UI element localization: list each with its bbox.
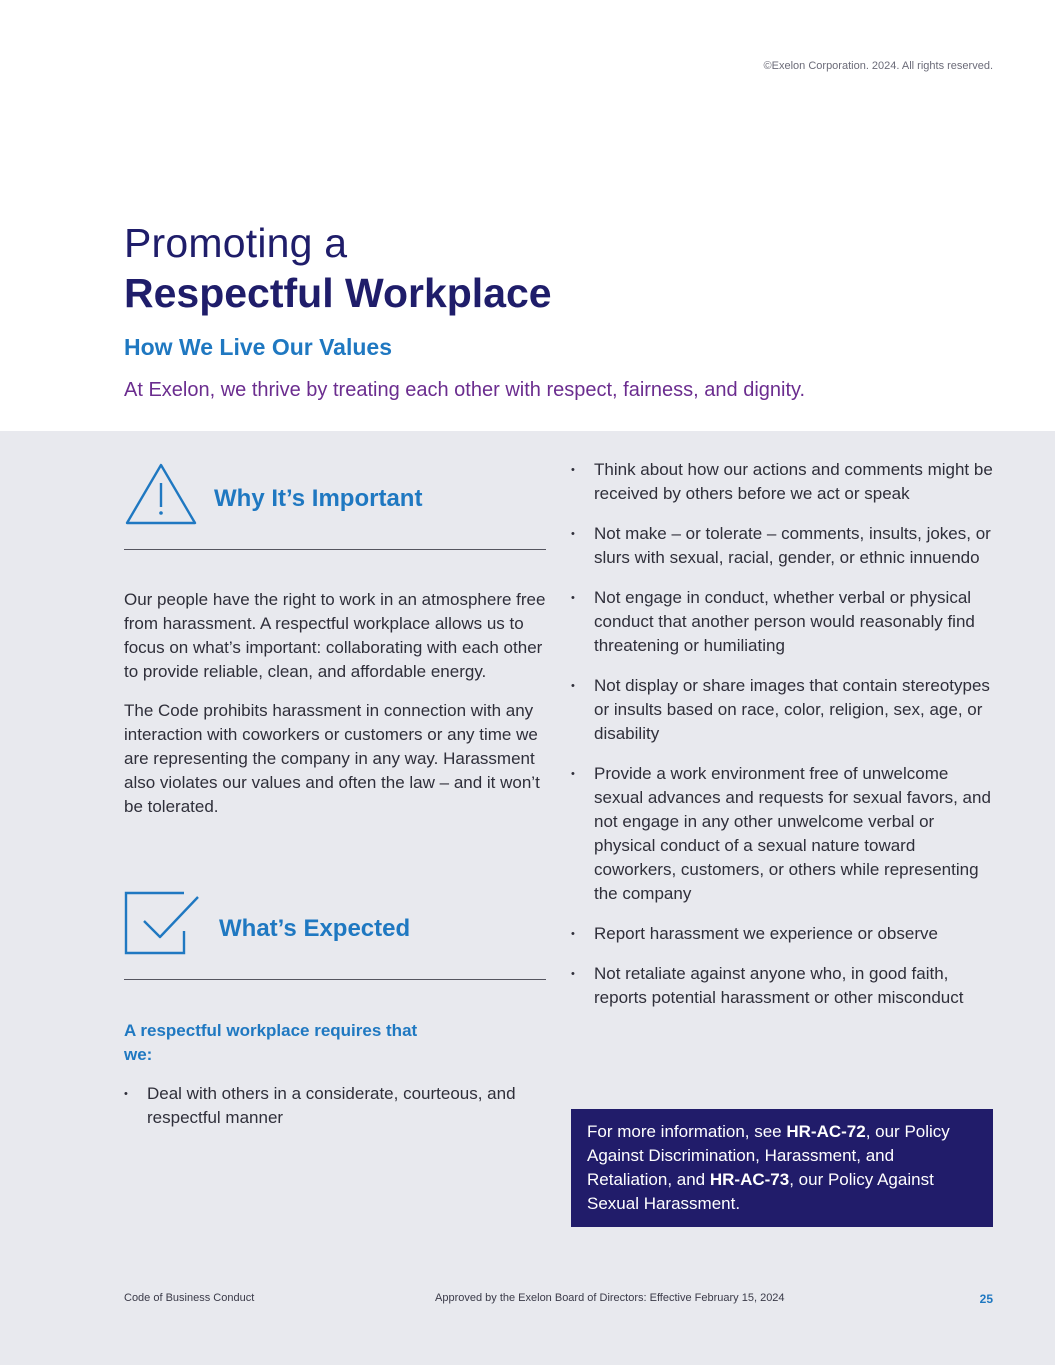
why-paragraph-2: The Code prohibits harassment in connection with any interaction with coworkers or customers or any time we are representing the company in any way. Harassment also violates our values and often the law – and it won’t be tolerated.	[124, 701, 540, 816]
page-tagline: At Exelon, we thrive by treating each other with respect, fairness, and dignity.	[124, 379, 806, 401]
list-item: • Not make – or tolerate – comments, insults, jokes, or slurs with sexual, racial, gender, or ethnic innuendo	[571, 522, 993, 570]
page-subtitle: How We Live Our Values	[124, 334, 392, 360]
why-paragraph-1: Our people have the right to work in an atmosphere free from harassment. A respectful workplace allows us to focus on what’s important: collaborating with each other to provide reliable, clean, and affordable energy.	[124, 590, 546, 681]
copyright-notice: ©Exelon Corporation. 2024. All rights reserved.	[763, 60, 993, 72]
info-prefix: For more information, see	[587, 1122, 787, 1141]
checkbox-check-icon	[124, 891, 202, 962]
content-panel	[0, 431, 1055, 1365]
footer-doc-title: Code of Business Conduct	[124, 1292, 255, 1304]
warning-triangle-icon	[124, 461, 198, 530]
info-middle: , our Policy Against Discrimination, Harassment, and Retaliation, and	[587, 1122, 950, 1189]
list-item: • Not engage in conduct, whether verbal or physical conduct that another person would reasonably find threatening or humiliating	[571, 586, 993, 658]
list-item: • Deal with others in a considerate, courteous, and respectful manner	[124, 1082, 534, 1130]
policy-link-hr-ac-72[interactable]: HR-AC-72	[786, 1122, 866, 1141]
expected-list-right	[571, 458, 993, 1026]
page-title-line2: Respectful Workplace	[124, 270, 552, 316]
expected-list-left	[124, 1082, 534, 1146]
page-title-line1: Promoting a	[124, 220, 348, 266]
list-item: • Not display or share images that contain stereotypes or insults based on race, color, religion, sex, age, or disability	[571, 674, 993, 746]
list-item: • Not retaliate against anyone who, in good faith, reports potential harassment or other misconduct	[571, 962, 993, 1010]
policy-link-hr-ac-73[interactable]: HR-AC-73	[709, 1170, 790, 1189]
why-important-body	[124, 588, 546, 834]
footer-approval: Approved by the Exelon Board of Directors: Effective February 15, 2024	[435, 1292, 785, 1304]
why-important-heading: Why It’s Important	[214, 485, 423, 512]
more-info-box	[571, 1109, 993, 1227]
list-item: • Report harassment we experience or observe	[571, 922, 993, 946]
whats-expected-heading: What’s Expected	[219, 915, 411, 942]
requires-intro: A respectful workplace requires that we:	[124, 1021, 418, 1064]
whats-expected-header	[124, 891, 546, 980]
list-item: • Provide a work environment free of unwelcome sexual advances and requests for sexual favors, and not engage in any other unwelcome verbal or physical conduct of a sexual nature toward coworkers, customers, or others while representing the company	[571, 762, 993, 906]
info-suffix: , our Policy Against Sexual Harassment.	[587, 1170, 934, 1213]
list-item: • Think about how our actions and comments might be received by others before we act or speak	[571, 458, 993, 506]
why-important-header	[124, 461, 546, 550]
page-number: 25	[979, 1292, 993, 1306]
